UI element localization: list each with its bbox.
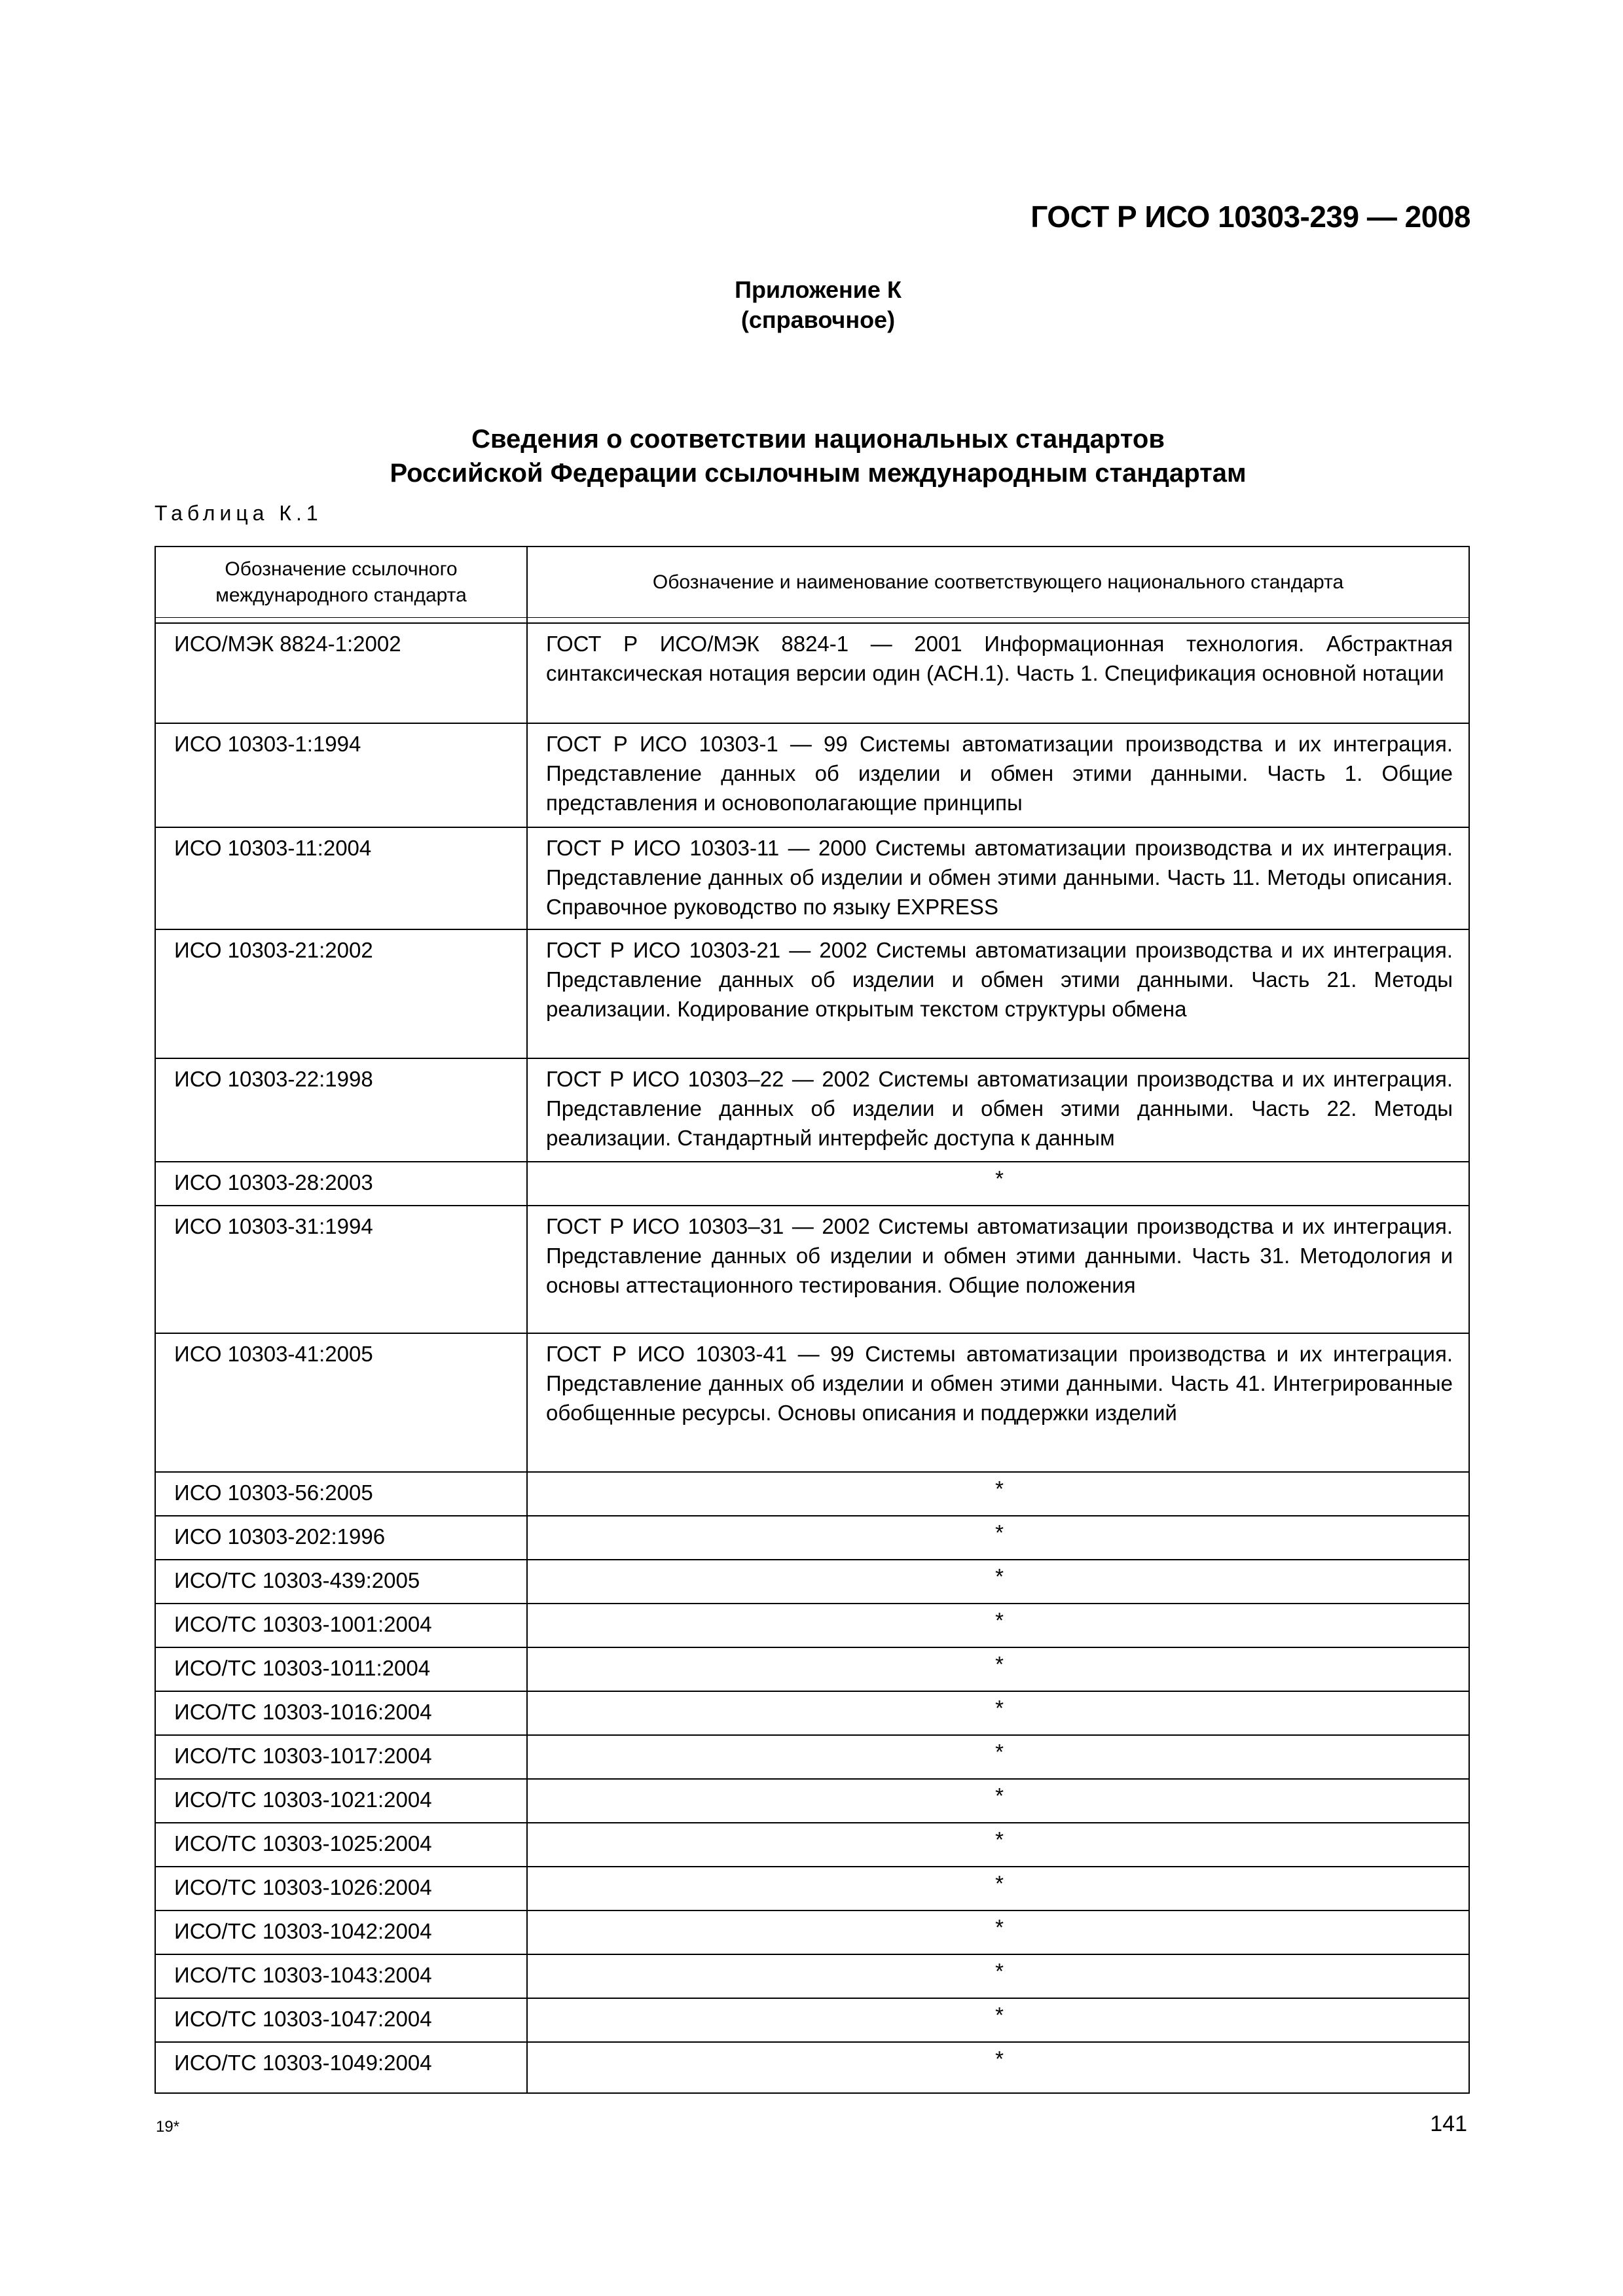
- header-separator-row: [155, 618, 1469, 624]
- intl-standard-cell: ИСО 10303-41:2005: [155, 1333, 527, 1472]
- table-row: [155, 1823, 1469, 1867]
- table-header-row: [155, 547, 1469, 618]
- intl-standard-cell: ИСО/ТС 10303-1026:2004: [155, 1867, 527, 1910]
- intl-standard-cell: ИСО 10303-202:1996: [155, 1516, 527, 1560]
- no-national-equivalent-mark: *: [527, 1472, 1469, 1516]
- intl-standard-cell: ИСО/ТС 10303-1016:2004: [155, 1691, 527, 1735]
- annex-type: (справочное): [740, 306, 896, 333]
- intl-standard-cell: ИСО 10303-56:2005: [155, 1472, 527, 1516]
- table-row: [155, 1560, 1469, 1604]
- natl-standard-cell: ГОСТ Р ИСО 10303–22 — 2002 Системы автоматизации производства и их интеграция. Представление данных об изделии и обмен этими данными. Часть 22. Методы реализации. Стандартный интерфейс доступа к данным: [527, 1058, 1469, 1162]
- table-row: [155, 1647, 1469, 1691]
- no-national-equivalent-mark: *: [527, 1954, 1469, 1998]
- no-national-equivalent-mark: *: [527, 1647, 1469, 1691]
- page-number: 141: [1430, 2111, 1467, 2136]
- no-national-equivalent-mark: *: [527, 1162, 1469, 1206]
- table-row: [155, 1691, 1469, 1735]
- no-national-equivalent-mark: *: [527, 2042, 1469, 2093]
- table-row: [155, 1162, 1469, 1206]
- natl-standard-cell: ГОСТ Р ИСО 10303-11 — 2000 Системы автоматизации производства и их интеграция. Представление данных об изделии и обмен этими данными. Часть 11. Методы описания. Справочное руководство по языку EXPRESS: [527, 827, 1469, 929]
- table-row: [155, 1604, 1469, 1647]
- column-header-intl: Обозначение ссылочного международного стандарта: [155, 547, 527, 618]
- intl-standard-cell: ИСО/ТС 10303-1042:2004: [155, 1910, 527, 1954]
- table-row: [155, 1998, 1469, 2042]
- table-row: [155, 1735, 1469, 1779]
- separator-cell: [155, 618, 527, 624]
- no-national-equivalent-mark: *: [527, 1779, 1469, 1823]
- column-header-natl: Обозначение и наименование соответствующего национального стандарта: [527, 547, 1469, 618]
- intl-standard-cell: ИСО 10303-28:2003: [155, 1162, 527, 1206]
- intl-standard-cell: ИСО/ТС 10303-1021:2004: [155, 1779, 527, 1823]
- annex-label: Приложение К: [735, 276, 902, 303]
- natl-standard-cell: ГОСТ Р ИСО/МЭК 8824-1 — 2001 Информационная технология. Абстрактная синтаксическая нотация версии один (АСН.1). Часть 1. Спецификация основной нотации: [527, 623, 1469, 723]
- no-national-equivalent-mark: *: [527, 1604, 1469, 1647]
- table-row: [155, 723, 1469, 827]
- table-row: [155, 929, 1469, 1058]
- intl-standard-cell: ИСО 10303-22:1998: [155, 1058, 527, 1162]
- natl-standard-cell: ГОСТ Р ИСО 10303-1 — 99 Системы автоматизации производства и их интеграция. Представление данных об изделии и обмен этими данными. Часть 1. Общие представления и основополагающие принципы: [527, 723, 1469, 827]
- table-row: [155, 1954, 1469, 1998]
- sheet-mark: 19*: [156, 2118, 180, 2136]
- no-national-equivalent-mark: *: [527, 1735, 1469, 1779]
- page-title: [0, 422, 1623, 490]
- intl-standard-cell: ИСО/ТС 10303-1011:2004: [155, 1647, 527, 1691]
- intl-standard-cell: ИСО 10303-31:1994: [155, 1206, 527, 1333]
- table-row: [155, 2042, 1469, 2093]
- intl-standard-cell: ИСО/ТС 10303-439:2005: [155, 1560, 527, 1604]
- table-row: [155, 623, 1469, 723]
- title-line-1: Сведения о соответствии национальных стандартов: [471, 425, 1165, 454]
- intl-standard-cell: ИСО/ТС 10303-1001:2004: [155, 1604, 527, 1647]
- table-row: [155, 1867, 1469, 1910]
- table-row: [155, 1516, 1469, 1560]
- table-row: [155, 1333, 1469, 1472]
- natl-standard-cell: ГОСТ Р ИСО 10303-41 — 99 Системы автоматизации производства и их интеграция. Представление данных об изделии и обмен этими данными. Часть 41. Интегрированные обобщенные ресурсы. Основы описания и поддержки изделий: [527, 1333, 1469, 1472]
- no-national-equivalent-mark: *: [527, 1823, 1469, 1867]
- natl-standard-cell: ГОСТ Р ИСО 10303–31 — 2002 Системы автоматизации производства и их интеграция. Представление данных об изделии и обмен этими данными. Часть 31. Методология и основы аттестационного тестирования. Общие положения: [527, 1206, 1469, 1333]
- intl-standard-cell: ИСО 10303-1:1994: [155, 723, 527, 827]
- intl-standard-cell: ИСО/ТС 10303-1043:2004: [155, 1954, 527, 1998]
- intl-standard-cell: ИСО/ТС 10303-1025:2004: [155, 1823, 527, 1867]
- annex-heading: [0, 275, 1623, 335]
- natl-standard-cell: ГОСТ Р ИСО 10303-21 — 2002 Системы автоматизации производства и их интеграция. Представление данных об изделии и обмен этими данными. Часть 21. Методы реализации. Кодирование открытым текстом структуры обмена: [527, 929, 1469, 1058]
- no-national-equivalent-mark: *: [527, 1691, 1469, 1735]
- no-national-equivalent-mark: *: [527, 1867, 1469, 1910]
- table-row: [155, 1058, 1469, 1162]
- intl-standard-cell: ИСО 10303-11:2004: [155, 827, 527, 929]
- intl-standard-cell: ИСО 10303-21:2002: [155, 929, 527, 1058]
- table-row: [155, 1206, 1469, 1333]
- intl-standard-cell: ИСО/ТС 10303-1017:2004: [155, 1735, 527, 1779]
- title-line-2: Российской Федерации ссылочным международным стандартам: [390, 459, 1247, 488]
- intl-standard-cell: ИСО/ТС 10303-1047:2004: [155, 1998, 527, 2042]
- table-row: [155, 1910, 1469, 1954]
- intl-standard-cell: ИСО/ТС 10303-1049:2004: [155, 2042, 527, 2093]
- separator-cell: [527, 618, 1469, 624]
- intl-standard-cell: ИСО/МЭК 8824-1:2002: [155, 623, 527, 723]
- no-national-equivalent-mark: *: [527, 1998, 1469, 2042]
- standards-correspondence-table: [155, 546, 1470, 2094]
- table-label: Таблица К.1: [155, 501, 323, 525]
- table-row: [155, 827, 1469, 929]
- no-national-equivalent-mark: *: [527, 1560, 1469, 1604]
- document-code: ГОСТ Р ИСО 10303-239 — 2008: [1030, 200, 1470, 234]
- table-row: [155, 1779, 1469, 1823]
- no-national-equivalent-mark: *: [527, 1516, 1469, 1560]
- table-row: [155, 1472, 1469, 1516]
- no-national-equivalent-mark: *: [527, 1910, 1469, 1954]
